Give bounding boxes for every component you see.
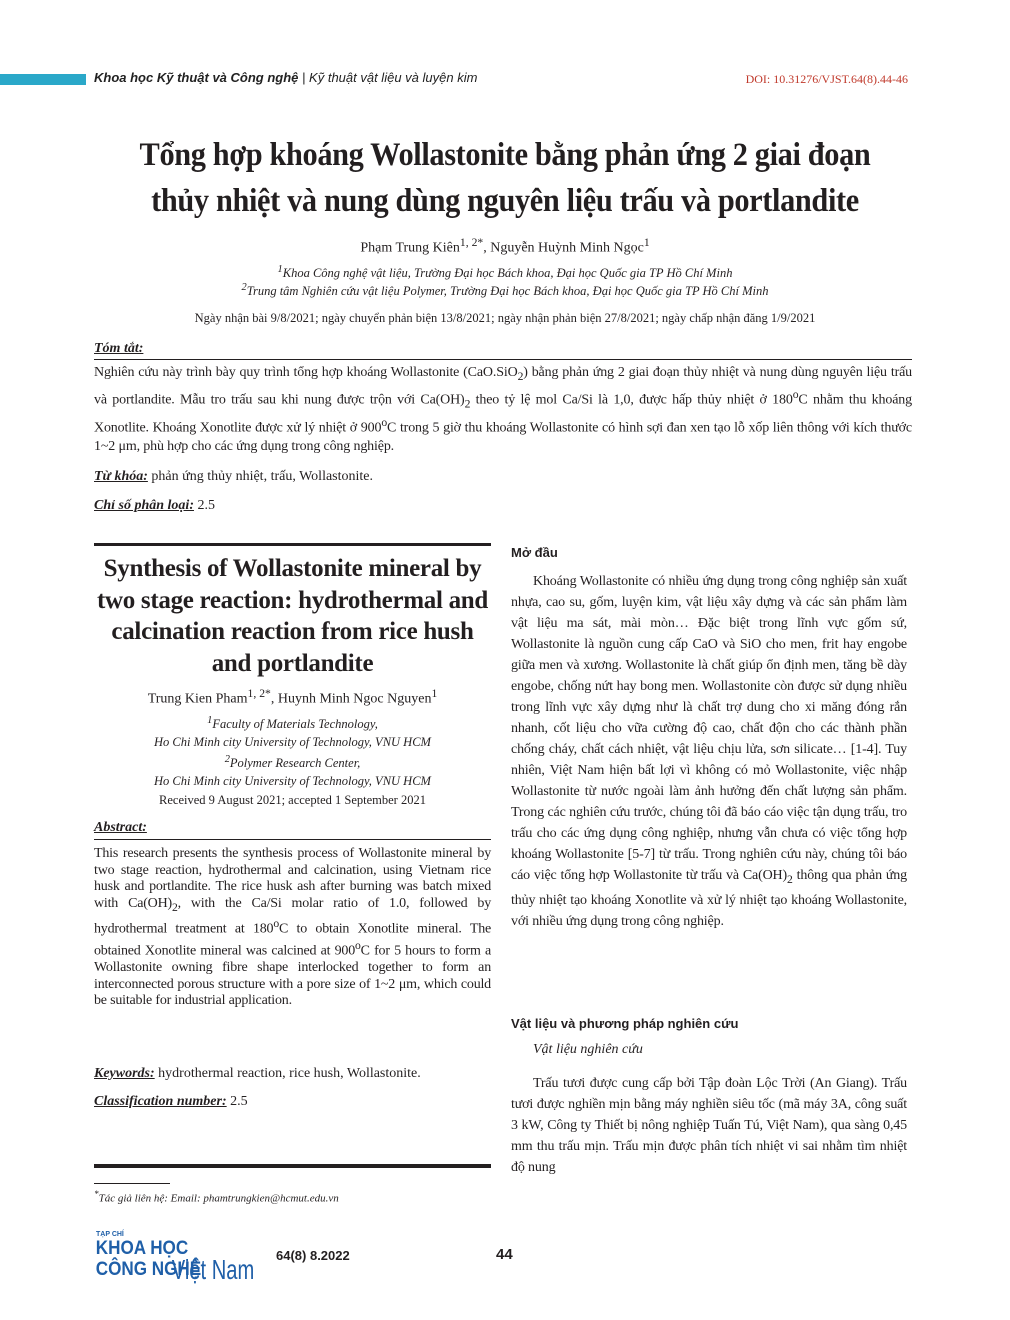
vi-affiliation-2	[0, 282, 1010, 299]
logo-vietnam: Việt Nam	[171, 1254, 255, 1285]
footnote-text: Tác giả liên hệ: Email: phamtrungkien@hcmut.edu.vn	[98, 1192, 339, 1205]
journal-logo	[94, 1227, 259, 1285]
en-class-label: Classification number:	[94, 1094, 227, 1109]
en-author-1: Trung Kien Pham	[147, 691, 248, 707]
en-bottom-rule	[94, 1164, 491, 1168]
intro-heading: Mở đầu	[511, 545, 558, 560]
en-title: Synthesis of Wollastonite mineral by two stage reaction: hydrothermal and calcination reaction from rice hush and portlandite	[96, 555, 489, 677]
vi-authors	[0, 236, 1010, 257]
vi-abstract-part: C nhằm thu khoáng Xonotlite. Khoáng Xonotlite được xử lý nhiệt ở 900	[94, 392, 912, 436]
vi-author-2-aff: 1	[643, 236, 650, 249]
vi-abstract-label: Tóm tắt:	[94, 341, 144, 356]
header-accent-bar	[0, 74, 86, 85]
vi-author-sep: ,	[483, 240, 491, 256]
vi-abstract-sup: o	[381, 415, 388, 429]
en-abstract-rule	[94, 839, 491, 840]
en-abstract-part: , with the Ca/Si molar ratio of 1.0, followed by hydrothermal treatment at 180	[94, 895, 491, 937]
footnote-rule	[94, 1183, 170, 1184]
en-aff2-text: Polymer Research Center,	[229, 756, 361, 771]
en-author-2: Huynh Minh Ngoc Nguyen	[277, 691, 432, 707]
methods-subheading: Vật liệu nghiên cứu	[533, 1042, 643, 1057]
en-class-value: 2.5	[226, 1094, 248, 1109]
journal-section: Kỹ thuật vật liệu và luyện kim	[309, 70, 478, 85]
en-abstract-part: C to obtain Xonotlite mineral. The obtained Xonotlite mineral was calcined at 900	[94, 921, 492, 959]
en-aff2-line1	[94, 751, 491, 772]
en-abstract-sub: 2	[171, 900, 178, 914]
logo-line1: KHOA HỌC	[95, 1237, 189, 1259]
vi-classification	[94, 498, 215, 514]
vi-title-line-2: thủy nhiệt và nung dùng nguyên liệu trấu và portlandite	[151, 183, 859, 219]
vi-author-1-aff: 1, 2*	[459, 236, 484, 249]
vi-author-1: Phạm Trung Kiên	[360, 240, 460, 256]
vi-keywords	[94, 469, 373, 485]
en-authors	[94, 687, 491, 708]
en-keywords-text: hydrothermal reaction, rice hush, Wollastonite.	[154, 1066, 421, 1081]
en-abstract-sup: o	[355, 938, 361, 952]
vi-class-label: Chỉ số phân loại:	[94, 498, 194, 513]
en-author-2-aff: 1	[431, 687, 438, 700]
vi-abstract-sub: 2	[517, 369, 524, 383]
doi-link[interactable]: DOI: 10.31276/VJST.64(8).44-46	[745, 72, 908, 86]
intro-text: Khoáng Wollastonite có nhiều ứng dụng trong công nghiệp sản xuất nhựa, cao su, gốm, luyện kim, vật liệu xây dựng và các sản phẩm làm vật liệu ma sát, mài mòn… Đặc biệt trong lĩnh vực gốm sứ, Wollastonite là nguồn cung cấp CaO và SiO cho men, frit hay engobe giữa men và xương. Wollastonite là chất giúp ổn định men, tăng bề dày engobe, chống nứt hay bong men. Wollastonite còn được sử dụng nhiều trong lĩnh vực xây dựng như là chất trợ dung cho xi măng đóng rắn nhanh, cốt liệu cho vữa cường độ cao, chất độn cho các thành phần chống cháy, chất cách nhiệt, vật liệu chịu lửa, sơn silicate… [1-4]. Tuy nhiên, Việt Nam hiện bất lợi vì không có mỏ Wollastonite, việc nhập Wollastonite từ nước ngoài làm ảnh hưởng đến chất lượng sản phẩm. Trong các nghiên cứu trước, chúng tôi đã báo cáo việc tận dụng trấu, tro trấu cho các ứng dụng công nghiệp, nhưng vẫn chưa có việc tổng hợp khoáng Wollastonite [5-7] từ trấu. Trong nghiên cứu này, chúng tôi báo cáo việc tổng hợp Wollastonite từ trấu và Ca(OH)	[511, 574, 907, 883]
en-aff1-num: 1	[207, 715, 213, 726]
vi-author-2: Nguyễn Huỳnh Minh Ngọc	[490, 240, 644, 256]
vi-abstract-part: Nghiên cứu này trình bày quy trình tổng hợp khoáng Wollastonite (CaO.SiO	[94, 365, 518, 380]
volume-info: 64(8) 8.2022	[276, 1248, 350, 1263]
logo-small-text: TẠP CHÍ	[96, 1231, 124, 1238]
vi-title-line-1: Tổng hợp khoáng Wollastonite bằng phản ứng 2 giai đoạn	[139, 137, 871, 173]
vi-aff2-num: 2	[241, 282, 247, 293]
vi-affiliation-1	[0, 264, 1010, 281]
vi-aff1-num: 1	[277, 264, 283, 275]
vi-abstract-sub: 2	[464, 397, 471, 411]
intro-sub: 2	[787, 872, 793, 886]
en-classification	[94, 1094, 248, 1110]
vi-title	[123, 132, 887, 224]
vi-aff1-text: Khoa Công nghệ vật liệu, Trường Đại học Bách khoa, Đại học Quốc gia TP Hồ Chí Minh	[282, 266, 733, 281]
journal-header	[94, 70, 477, 85]
journal-name: Khoa học Kỹ thuật và Công nghệ	[94, 70, 299, 85]
en-aff1-line1	[94, 712, 491, 733]
en-abstract-part: C for 5 hours to form a Wollastonite owning fibre shape interlocked together to form an interconnected porous structure with a pore size of 1~2 μm, which could be suitable for industrial application.	[94, 943, 491, 1009]
en-aff1-text: Faculty of Materials Technology,	[212, 717, 378, 732]
vi-abstract-part: C trong 5 giờ thu khoáng Wollastonite có hình sợi đan xen tạo lỗ xốp liên thông với kích thước 1~2 μm, phù hợp cho các ứng dụng trong công nghiệp.	[94, 420, 912, 454]
en-affiliations	[94, 712, 491, 790]
methods-paragraph: Trấu tươi được cung cấp bởi Tập đoàn Lộc Trời (An Giang). Trấu tươi được nghiền mịn bằng máy nghiền siêu tốc (mã máy 3A, công suất 3 kW, Công ty Thiết bị nông nghiệp Tuấn Tú, Việt Nam), qua sàng 0,45 mm thu trấu mịn. Trấu mịn được phân tích nhiệt vi sai nhằm tìm nhiệt độ nung	[511, 1076, 907, 1175]
en-abstract	[94, 846, 491, 1010]
vi-abstract-part: theo tỷ lệ mol Ca/Si là 1,0, được hấp thủy nhiệt ở 180	[470, 392, 793, 408]
vi-abstract-sup: o	[792, 388, 799, 402]
vi-keywords-label: Từ khóa:	[94, 469, 148, 484]
en-abstract-label: Abstract:	[94, 820, 147, 835]
vi-abstract-rule	[94, 359, 912, 360]
vi-class-value: 2.5	[193, 498, 215, 513]
logo-line2: CÔNG NGHỆ	[95, 1258, 202, 1280]
vi-abstract	[94, 364, 912, 456]
en-author-1-aff: 1, 2*	[247, 687, 271, 700]
en-keywords	[94, 1066, 421, 1082]
en-author-sep: ,	[270, 691, 278, 707]
footnote	[94, 1189, 339, 1205]
vi-dates: Ngày nhận bài 9/8/2021; ngày chuyển phản biện 13/8/2021; ngày nhận phản biện 27/8/2021; ngày chấp nhận đăng 1/9/2021	[194, 311, 816, 325]
en-keywords-label: Keywords:	[94, 1066, 155, 1081]
en-abstract-part: This research presents the synthesis process of Wollastonite mineral by two stage reaction, hydrothermal and calcination, using Vietnam rice husk and portlandite. The rice husk ash after burning was batch mixed with Ca(OH)	[94, 846, 491, 911]
en-dates: Received 9 August 2021; accepted 1 September 2021	[159, 793, 426, 807]
en-abstract-sup: o	[273, 916, 279, 930]
en-aff2-line2: Ho Chi Minh city University of Technology, VNU HCM	[154, 774, 431, 789]
en-aff1-line2: Ho Chi Minh city University of Technology, VNU HCM	[154, 735, 431, 750]
en-aff2-num: 2	[224, 754, 230, 766]
header-separator: |	[302, 70, 306, 85]
intro-text-end: thông qua phản ứng thủy nhiệt tạo khoáng Xonotlite và xử lý nhiệt tạo khoáng Wollastonite, với nhiều ứng dụng trong công nghiệp.	[511, 868, 907, 929]
vi-aff2-text: Trung tâm Nghiên cứu vật liệu Polymer, Trường Đại học Bách khoa, Đại học Quốc gia TP Hồ Chí Minh	[246, 284, 769, 299]
vi-keywords-text: phản ứng thủy nhiệt, trấu, Wollastonite.	[147, 469, 374, 484]
intro-paragraph	[511, 571, 907, 932]
vi-abstract-part: ) bằng phản ứng 2 giai đoạn thủy nhiệt và nung dùng nguyên liệu trấu và portlandite. Mẫu tro trấu sau khi nung được trộn với Ca(OH)	[94, 365, 912, 408]
en-top-rule	[94, 543, 491, 546]
footnote-mark: *	[94, 1189, 99, 1199]
methods-heading: Vật liệu và phương pháp nghiên cứu	[511, 1016, 739, 1031]
page-number: 44	[496, 1246, 513, 1263]
